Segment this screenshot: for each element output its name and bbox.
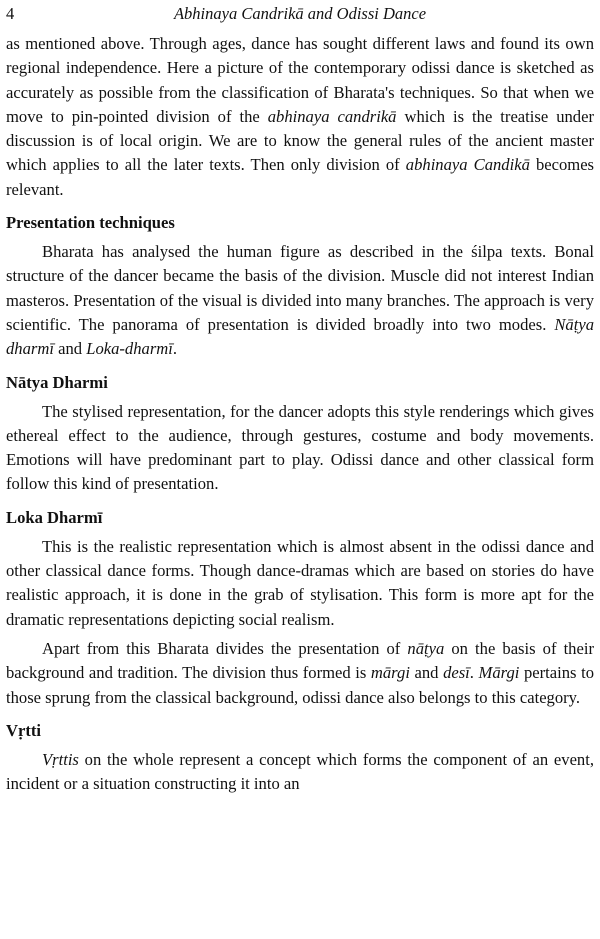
text-run: Bharata has analysed the human figure as described in the śilpa texts. Bonal structure of the dancer became the basis of the division. Muscle did not interest Indian masteros. Presentation of the visual is divided into many branches. The approach is very scientific. The panorama of presentation is divided broadly into two modes. [6, 242, 594, 334]
term-margi-2: Mārgi [478, 663, 520, 683]
paragraph-margi-desi [6, 637, 594, 710]
paragraph-loka-dharmi: This is the realistic representation which is almost absent in the odissi dance and other classical dance forms. Though dance-dramas which are based on stories do have realistic approach, it is done in the grab of stylisation. This form is more apt for the dramatic representations depicting social realism. [6, 536, 594, 629]
heading-loka-dharmi: Loka Dharmī [6, 507, 103, 527]
text-run: . [469, 663, 479, 683]
term-natya: nāṭya [407, 638, 445, 658]
page-header [6, 4, 594, 32]
term-loka-dharmi: Loka-dharmī [86, 339, 173, 359]
heading-presentation-techniques: Presentation techniques [6, 213, 175, 233]
text-run: and [409, 663, 444, 683]
paragraph-vrtti [6, 748, 594, 797]
term-margi: mārgi [370, 663, 410, 683]
paragraph-presentation [6, 240, 594, 361]
page-number: 4 [6, 4, 15, 23]
text-run: on the whole represent a concept which forms the component of an event, incident or a situation constructing it into an [6, 749, 594, 794]
text-run: as mentioned above. Through ages, dance has sought different laws and found its own regional independence. Here a picture of the contemporary odissi dance is sketched as accurately as possible from the classification of Bharata's techniques. So that when we move to pin-pointed division of the [6, 34, 594, 126]
term-abhinaya-candika: abhinaya Candikā [405, 155, 530, 175]
text-run: which is the treatise under discussion is of local origin. We are to know the general rules of the ancient master which applies to all the later texts. Then only division of [6, 106, 594, 175]
heading-natya-dharmi: Nātya Dharmi [6, 372, 108, 392]
text-run: becomes relevant. [6, 155, 595, 199]
text-run: on the basis of their background and tradition. The division thus formed is [6, 638, 594, 683]
term-abhinaya-candrika: abhinaya candrikā [267, 106, 397, 126]
text-run: pertains to those sprung from the classical background, odissi dance also belongs to this category. [6, 663, 594, 707]
text-run: Apart from this Bharata divides the presentation of [42, 638, 408, 658]
paragraph-natya-dharmi: The stylised representation, for the dancer adopts this style renderings which gives ethereal effect to the audience, through gestures, costume and body movements. Emotions will have predominant part to play. Odissi dance and other classical form follow this kind of presentation. [6, 401, 594, 494]
term-natya-dharmi: Nāṭya dharmī [6, 314, 594, 359]
paragraph-intro [6, 32, 594, 202]
term-vrttis: Vṛttis [42, 749, 79, 769]
term-desi: desī [443, 663, 470, 683]
text-run: . [172, 339, 178, 359]
running-title: Abhinaya Candrikā and Odissi Dance [173, 4, 427, 23]
heading-vrtti: Vṛtti [6, 720, 42, 740]
text-run: and [53, 339, 87, 359]
